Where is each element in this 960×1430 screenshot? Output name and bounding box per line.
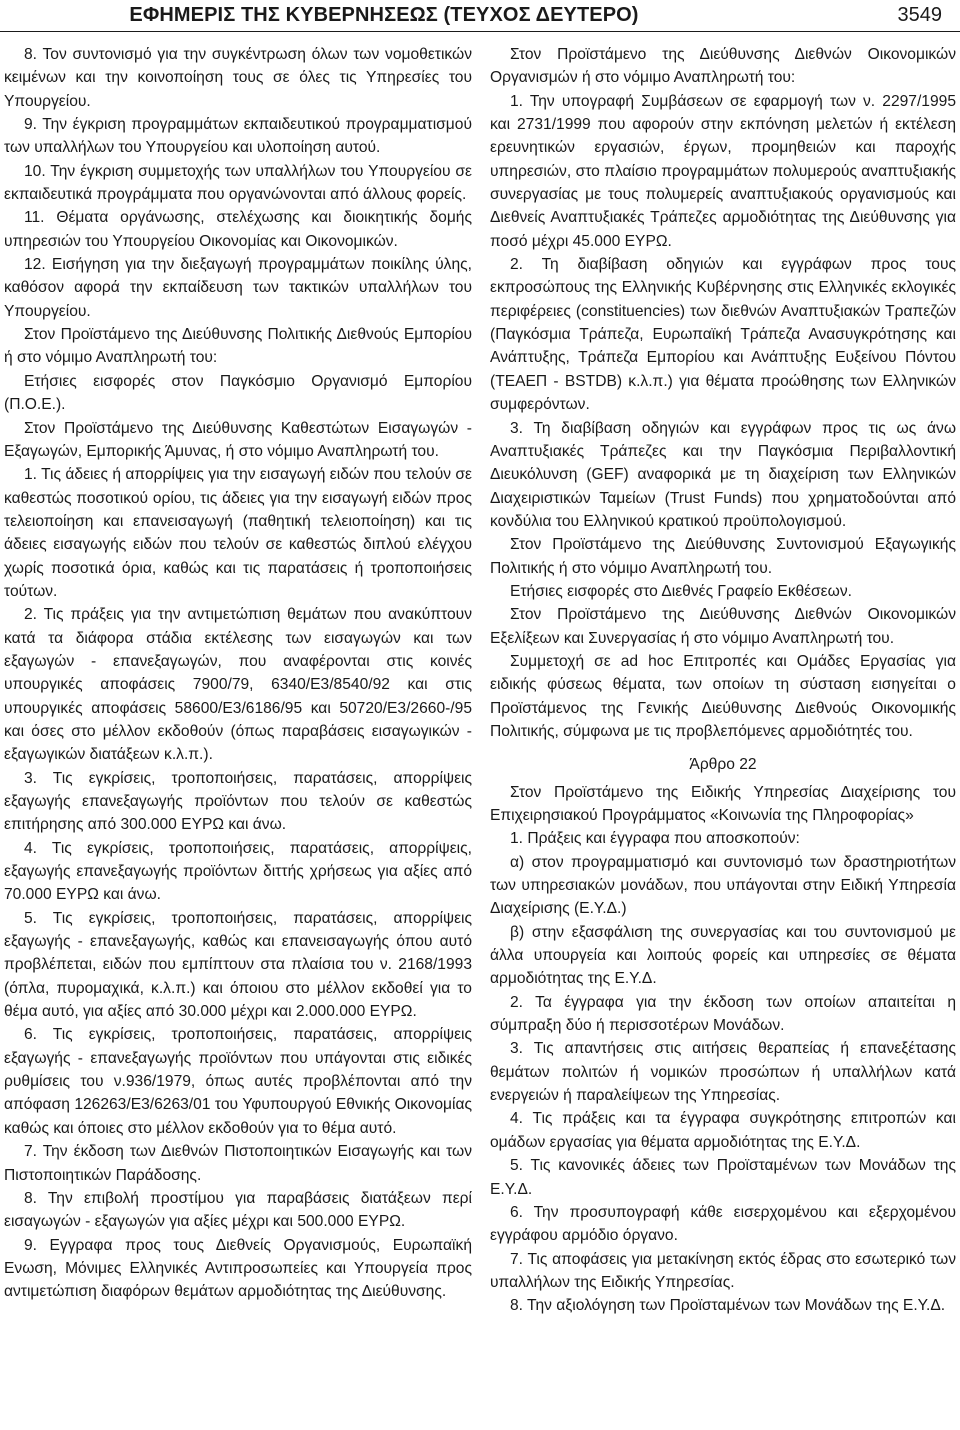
paragraph: 8. Την επιβολή προστίμου για παραβάσεις διατάξεων περί εισαγωγών - εξαγωγών για αξίες μέχρι και 500.000 ΕΥΡΩ.	[4, 1189, 472, 1231]
paragraph: Ετήσιες εισφορές στον Παγκόσμιο Οργανισμό Εμπορίου (Π.Ο.Ε.).	[4, 372, 472, 414]
page-header	[0, 0, 960, 38]
paragraph: 3. Τη διαβίβαση οδηγιών και εγγράφων προς τις ως άνω Αναπτυξιακές Τράπεζες και την Παγκόσμια Περιβαλλοντική Διευκόλυνση (GEF) αναφορικά με τη διαχείριση των Ελληνικών Διαχειριστικών Ταμείων (Trust Funds) που χρηματοδούνται από κονδύλια του Ελληνικού κρατικού προϋπολογισμού.	[490, 419, 956, 530]
paragraph: Στον Προϊστάμενο της Διεύθυνσης Διεθνών Οικονομικών Εξελίξεων και Συνεργασίας ή στο νόμιμο Αναπληρωτή του.	[490, 606, 956, 647]
paragraph: Στον Προϊστάμενο της Διεύθυνσης Πολιτικής Διεθνούς Εμπορίου ή στο νόμιμο Αναπληρωτή του:	[4, 326, 472, 367]
paragraph: 2. Τα έγγραφα για την έκδοση των οποίων απαιτείται η σύμπραξη δύο ή περισσοτέρων Μονάδων.	[490, 993, 956, 1035]
paragraph: 1. Τις άδειες ή απορρίψεις για την εισαγωγή ειδών που τελούν σε καθεστώς ποσοτικού ορίου, τις άδειες για την εισαγωγή ειδών προς τελειοποίηση και επανεισαγωγή (παθητική τελειοποίηση) και τις άδειες εισαγωγής ειδών που τελούν σε καθεστώς διπλού ελέγχου χωρίς ποσοτικά όρια, καθώς και τις παρατάσεις ή τροποποιήσεις τούτων.	[4, 466, 472, 600]
paragraph: 12. Εισήγηση για την διεξαγωγή προγραμμάτων ποικίλης ύλης, καθόσον αφορά την εκπαίδευση των τακτικών υπαλλήλων του Υπουργείου.	[4, 256, 472, 320]
page-number: 3549	[897, 4, 942, 26]
paragraph: 1. Την υπογραφή Συμβάσεων σε εφαρμογή των ν. 2297/1995 και 2731/1999 που αφορούν στην εκπόνηση μελετών ή εκτέλεση ερευνητικών εργασιών, έργων, προμηθειών και παροχής υπηρεσιών, στο πλαίσιο προγραμμάτων πολυμερούς αναπτυξιακής συνεργασίας με τους πολυμερείς αναπτυξιακούς οργανισμούς και Διεθνείς Αναπτυξιακές Τράπεζες αρμοδιότητας της Διεύθυνσης για ποσό μέχρι 45.000 ΕΥΡΩ.	[490, 92, 956, 250]
paragraph: 8. Τον συντονισμό για την συγκέντρωση όλων των νομοθετικών κειμένων και την κοινοποίηση τους σε όλες τις Υπηρεσίες του Υπουργείου.	[4, 46, 472, 110]
paragraph: 2. Τις πράξεις για την αντιμετώπιση θεμάτων που ανακύπτουν κατά τα διάφορα στάδια εκτέλεσης των εισαγωγών και των εξαγωγών - επανεξαγωγών, που αναφέρονται στις κοινές υπουργικές αποφάσεις 7900/79, 6340/Ε3/8540/92 και στις υπουργικές αποφάσεις 58600/Ε3/6186/95 και 50720/Ε3/2660-/95 και όσες στο μέλλον εκδοθούν (όπως παραβάσεις εισαγωγικών - εξαγωγικών διατάξεων κ.λ.π.).	[4, 606, 472, 764]
paragraph: Στον Προϊστάμενο της Διεύθυνσης Καθεστώτων Εισαγωγών - Εξαγωγών, Εμπορικής Άμυνας, ή στο νόμιμο Αναπληρωτή του.	[4, 419, 472, 460]
paragraph: β) στην εξασφάλιση της συνεργασίας και του συντονισμού με άλλα υπουργεία και λοιπούς φορείς και υπηρεσίες σε θέματα αρμοδιότητας της Ε.Υ.Δ.	[490, 923, 956, 988]
paragraph: 11. Θέματα οργάνωσης, στελέχωσης και διοικητικής δομής υπηρεσιών του Υπουργείου Οικονομίας και Οικονομικών.	[4, 209, 472, 250]
paragraph: 6. Τις εγκρίσεις, τροποποιήσεις, παρατάσεις, απορρίψεις εξαγωγής - επανεξαγωγής προϊόντων που υπάγονται στις ειδικές ρυθμίσεις του ν.936/1979, όπως αυτές προβλέπονται από την απόφαση 126263/Ε3/6263/01 του Υφυπουργού Εθνικής Οικονομίας καθώς και όποιες στο μέλλον εκδοθούν για το θέμα αυτό.	[4, 1026, 472, 1137]
paragraph: 7. Τις αποφάσεις για μετακίνηση εκτός έδρας στο εσωτερικό των υπαλλήλων της Ειδικής Υπηρεσίας.	[490, 1250, 956, 1291]
paragraph: Ετήσιες εισφορές στο Διεθνές Γραφείο Εκθέσεων.	[510, 582, 852, 600]
paragraph: 3. Τις απαντήσεις στις αιτήσεις θεραπείας ή επανεξέτασης θεμάτων πολιτών ή νομικών προσώπων ή υπαλλήλων κατά ενεργειών ή παραλείψεων της Υπηρεσίας.	[490, 1040, 956, 1105]
paragraph: α) στον προγραμματισμό και συντονισμό των δραστηριοτήτων των υπηρεσιακών μονάδων, που υπάγονται στην Ειδική Υπηρεσία Διαχείρισης (Ε.Υ.Δ.)	[490, 853, 956, 918]
paragraph: 9. Την έγκριση προγραμμάτων εκπαιδευτικού προγραμματισμού των υπαλλήλων του Υπουργείου και υλοποίηση αυτού.	[4, 116, 472, 157]
paragraph: 8. Την αξιολόγηση των Προϊσταμένων των Μονάδων της Ε.Υ.Δ.	[510, 1297, 946, 1315]
header-divider	[0, 31, 960, 32]
gazette-title: ΕΦΗΜΕΡΙΣ ΤΗΣ ΚΥΒΕΡΝΗΣΕΩΣ (ΤΕΥΧΟΣ ΔΕΥΤΕΡΟ)	[129, 4, 639, 26]
paragraph: 5. Τις κανονικές άδειες των Προϊσταμένων των Μονάδων της Ε.Υ.Δ.	[490, 1157, 956, 1198]
paragraph: Στον Προϊστάμενο της Ειδικής Υπηρεσίας Διαχείρισης του Επιχειρησιακού Προγράμματος «Κοινωνία της Πληροφορίας»	[490, 783, 956, 824]
paragraph: 10. Την έγκριση συμμετοχής των υπαλλήλων του Υπουργείου σε εκπαιδευτικά προγράμματα που οργανώνονται από άλλους φορείς.	[4, 162, 472, 204]
paragraph: Στον Προϊστάμενο της Διεύθυνσης Συντονισμού Εξαγωγικής Πολιτικής ή στο νόμιμο Αναπληρωτή του.	[490, 536, 956, 577]
right-column	[490, 43, 956, 1318]
paragraph: 1. Πράξεις και έγγραφα που αποσκοπούν:	[510, 830, 800, 848]
paragraph: 4. Τις πράξεις και τα έγγραφα συγκρότησης επιτροπών και ομάδων εργασίας για θέματα αρμοδιότητας της Ε.Υ.Δ.	[490, 1110, 956, 1151]
paragraph: 9. Εγγραφα προς τους Διεθνείς Οργανισμούς, Ευρωπαϊκή Ενωση, Μόνιμες Ελληνικές Αντιπροσωπείες και Υπουργεία προς αντιμετώπιση διαφόρων θεμάτων αρμοδιότητας της Διεύθυνσης.	[4, 1236, 472, 1301]
paragraph: 5. Τις εγκρίσεις, τροποποιήσεις, παρατάσεις, απορρίψεις εξαγωγής - επανεξαγωγής, καθώς και επανεισαγωγής όπου αυτό προβλέπεται, ειδών που εμπίπτουν στα πλαίσια του ν. 2168/1993 (όπλα, πυρομαχικά, κ.λ.π.) και όποιου στο μέλλον εκδοθεί για το θέμα αυτό, για αξίες από 30.000 μέχρι και 2.000.000 ΕΥΡΩ.	[4, 909, 472, 1021]
paragraph: 7. Την έκδοση των Διεθνών Πιστοποιητικών Εισαγωγής και των Πιστοποιητικών Παράδοσης.	[4, 1143, 472, 1184]
paragraph: Συμμετοχή σε ad hoc Επιτροπές και Ομάδες Εργασίας για ειδικής φύσεως θέματα, των οποίων τη σύσταση εισηγείται ο Προϊστάμενος της Γενικής Διεύθυνσης Διεθνούς Οικονομικής Πολιτικής, σύμφωνα με τις προβλεπόμενες αρμοδιότητές του.	[490, 652, 956, 740]
right-column-lower	[490, 781, 956, 1318]
paragraph: Στον Προϊστάμενο της Διεύθυνσης Διεθνών Οικονομικών Οργανισμών ή στο νόμιμο Αναπληρωτή του:	[490, 46, 956, 87]
article-heading: Άρθρο 22	[689, 756, 757, 774]
left-column	[4, 43, 472, 1304]
paragraph: 3. Τις εγκρίσεις, τροποποιήσεις, παρατάσεις, απορρίψεις εξαγωγής επανεξαγωγής προϊόντων που τελούν σε καθεστώς επιτήρησης από 300.000 ΕΥΡΩ και άνω.	[4, 769, 472, 834]
paragraph: 2. Τη διαβίβαση οδηγιών και εγγράφων προς τους εκπροσώπους της Ελληνικής Κυβέρνησης στις Ελληνικές εκλογικές περιφέρειες (constituencies) των διεθνών Αναπτυξιακών Τραπεζών (Παγκόσμια Τράπεζα, Ευρωπαϊκή Τράπεζα Ανασυγκρότησης και Ανάπτυξης, Τράπεζα Εμπορίου και Ανάπτυξης Ευξείνου Πόντου (ΤΕΑΕΠ - BSTDB) κ.λ.π.) για θέματα προώθησης των Ελληνικών συμφερόντων.	[490, 256, 956, 414]
paragraph: 4. Τις εγκρίσεις, τροποποιήσεις, παρατάσεις, απορρίψεις, εξαγωγής επανεξαγωγής προϊόντων διττής χρήσεως για αξίες από 70.000 ΕΥΡΩ και άνω.	[4, 839, 472, 904]
right-column-upper	[490, 43, 956, 743]
paragraph: 6. Την προσυπογραφή κάθε εισερχομένου και εξερχομένου εγγράφου αρμόδιο όργανο.	[490, 1203, 956, 1245]
